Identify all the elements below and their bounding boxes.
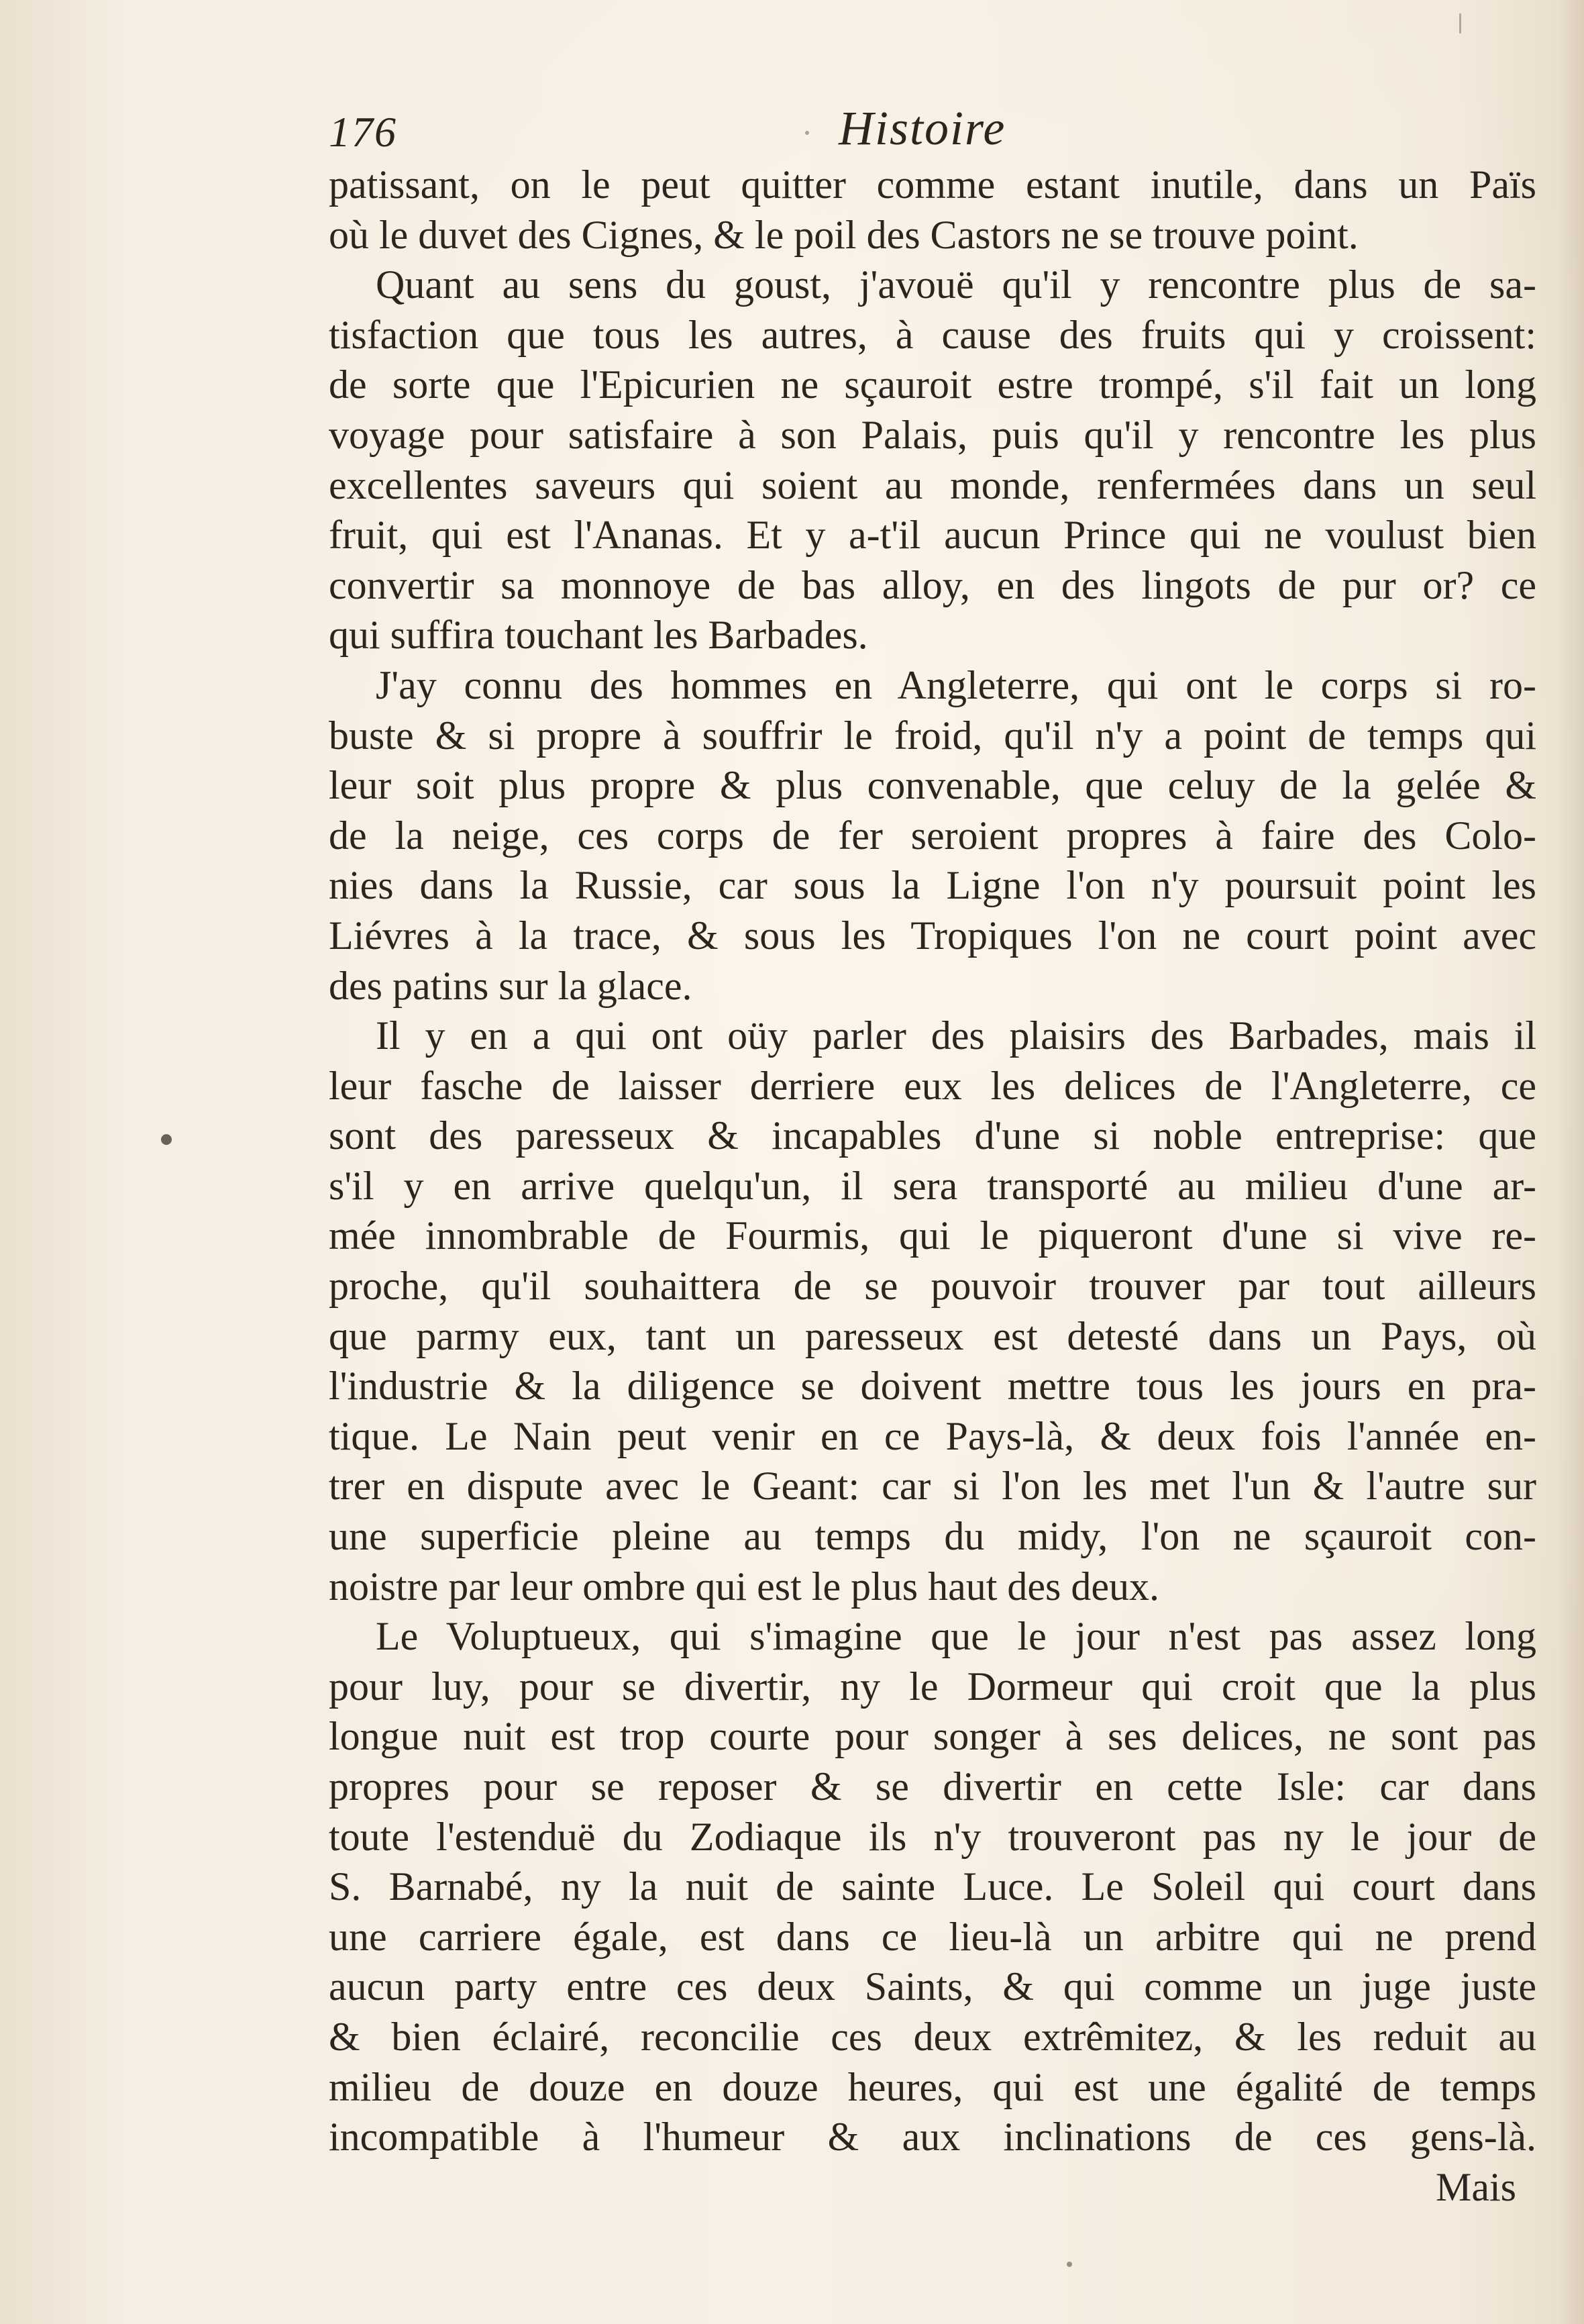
text-line: pour luy, pour se divertir, ny le Dormeur qui croit que la plus (329, 1664, 1536, 1709)
text-line: fruit, qui est l'Ananas. Et y a-t'il aucun Prince qui ne voulust bien (329, 513, 1536, 558)
ink-spot (161, 1134, 172, 1145)
catchword: Mais (1436, 2165, 1516, 2209)
text-line: milieu de douze en douze heures, qui est une égalité de temps (329, 2064, 1536, 2109)
text-line: convertir sa monnoye de bas alloy, en des lingots de pur or? ce (329, 562, 1536, 607)
text-line: des patins sur la glace. (329, 963, 692, 1008)
text-line: de sorte que l'Epicurien ne sçauroit estre trompé, s'il fait un long (329, 362, 1536, 407)
text-line: excellentes saveurs qui soient au monde, renfermées dans un seul (329, 462, 1536, 507)
text-line: J'ay connu des hommes en Angleterre, qui ont le corps si ro- (376, 662, 1536, 707)
text-line: patissant, on le peut quitter comme estant inutile, dans un Païs (329, 162, 1536, 207)
text-line: incompatible à l'humeur & aux inclinations de ces gens-là. (329, 2115, 1536, 2160)
text-line: Le Voluptueux, qui s'imagine que le jour n'est pas assez long (376, 1614, 1536, 1659)
text-line: Quant au sens du goust, j'avouë qu'il y rencontre plus de sa- (376, 262, 1536, 307)
text-line: S. Barnabé, ny la nuit de sainte Luce. Le Soleil qui court dans (329, 1864, 1536, 1909)
text-line: trer en dispute avec le Geant: car si l'on les met l'un & l'autre sur (329, 1464, 1536, 1509)
text-line: tisfaction que tous les autres, à cause des fruits qui y croissent: (329, 312, 1536, 357)
text-line: aucun party entre ces deux Saints, & qui comme un juge juste (329, 1964, 1536, 2009)
text-line: noistre par leur ombre qui est le plus haut des deux. (329, 1564, 1160, 1609)
text-line: l'industrie & la diligence se doivent mettre tous les jours en pra- (329, 1364, 1536, 1409)
text-line: propres pour se reposer & se divertir en cette Isle: car dans (329, 1764, 1536, 1809)
text-line: une superficie pleine au temps du midy, l'on ne sçauroit con- (329, 1514, 1536, 1559)
text-line: nies dans la Russie, car sous la Ligne l'on n'y poursuit point les (329, 863, 1536, 908)
text-line: longue nuit est trop courte pour songer à ses delices, ne sont pas (329, 1714, 1536, 1759)
text-line: Il y en a qui ont oüy parler des plaisirs des Barbades, mais il (376, 1013, 1536, 1058)
text-line: s'il y en arrive quelqu'un, il sera transporté au milieu d'une ar- (329, 1163, 1536, 1208)
text-line: leur fasche de laisser derriere eux les delices de l'Angleterre, ce (329, 1063, 1536, 1108)
page-edge-shadow (1557, 0, 1584, 2324)
text-line: qui suffira touchant les Barbades. (329, 613, 868, 658)
text-line: une carriere égale, est dans ce lieu-là un arbitre qui ne prend (329, 1914, 1536, 1959)
paper-mark (1459, 13, 1461, 34)
text-line: buste & si propre à souffrir le froid, qu'il n'y a point de temps qui (329, 713, 1536, 758)
text-line: Liévres à la trace, & sous les Tropiques l'on ne court point avec (329, 913, 1536, 958)
text-line: de la neige, ces corps de fer seroient propres à faire des Colo- (329, 813, 1536, 858)
body-text (329, 160, 1536, 2162)
text-line: voyage pour satisfaire à son Palais, puis qu'il y rencontre les plus (329, 412, 1536, 457)
page-number: 176 (329, 108, 397, 156)
running-title: Histoire (839, 101, 1006, 155)
text-line: sont des paresseux & incapables d'une si noble entreprise: que (329, 1113, 1536, 1158)
text-line: mée innombrable de Fourmis, qui le piqueront d'une si vive re- (329, 1213, 1536, 1258)
text-line: où le duvet des Cignes, & le poil des Castors ne se trouve point. (329, 212, 1359, 257)
ink-spot (1067, 2262, 1072, 2267)
text-line: proche, qu'il souhaittera de se pouvoir trouver par tout ailleurs (329, 1264, 1536, 1309)
text-line: leur soit plus propre & plus convenable, que celuy de la gelée & (329, 763, 1536, 808)
text-line: toute l'estenduë du Zodiaque ils n'y trouveront pas ny le jour de (329, 1814, 1536, 1859)
text-line: & bien éclairé, reconcilie ces deux extrêmitez, & les reduit au (329, 2014, 1536, 2059)
text-line: tique. Le Nain peut venir en ce Pays-là, & deux fois l'année en- (329, 1413, 1536, 1458)
text-line: que parmy eux, tant un paresseux est detesté dans un Pays, où (329, 1313, 1536, 1358)
page-header (322, 101, 1583, 161)
